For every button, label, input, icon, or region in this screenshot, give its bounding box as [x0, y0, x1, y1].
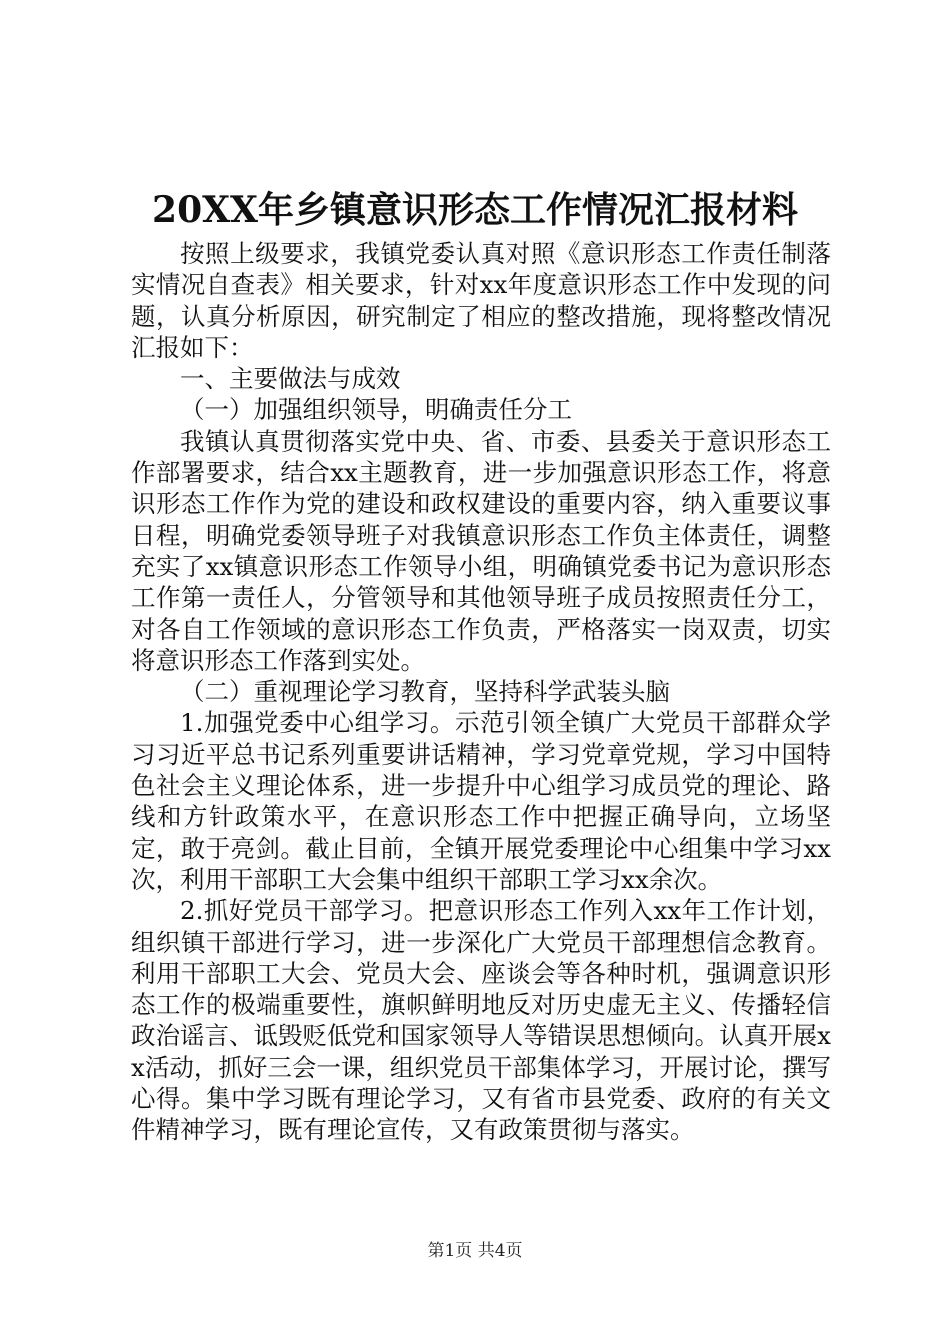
document-title: 20XX年乡镇意识形态工作情况汇报材料 [152, 189, 798, 231]
document-body [131, 238, 831, 1146]
body-paragraph-1: 我镇认真贯彻落实党中央、省、市委、县委关于意识形态工作部署要求，结合xx主题教育，进一步加强意识形态工作，将意识形态工作作为党的建设和政权建设的重要内容，纳入重要议事日程，明确党委领导班子对我镇意识形态工作负主体责任，调整充实了xx镇意识形态工作领导小组，明确镇党委书记为意识形态工作第一责任人，分管领导和其他领导班子成员按照责任分工，对各自工作领域的意识形态工作负责，严格落实一岗双责，切实将意识形态工作落到实处。 [131, 426, 831, 675]
subsection-heading-2: （二）重视理论学习教育，坚持科学武装头脑 [180, 677, 670, 707]
intro-paragraph: 按照上级要求，我镇党委认真对照《意识形态工作责任制落实情况自查表》相关要求，针对xx年度意识形态工作中发现的问题，认真分析原因，研究制定了相应的整改措施，现将整改情况汇报如下： [131, 239, 831, 362]
section-heading-1: 一、主要做法与成效 [180, 364, 401, 394]
body-paragraph-3: 2.抓好党员干部学习。把意识形态工作列入xx年工作计划，组织镇干部进行学习，进一步深化广大党员干部理想信念教育。利用干部职工大会、党员大会、座谈会等各种时机，强调意识形态工作的极端重要性，旗帜鲜明地反对历史虚无主义、传播轻信政治谣言、诋毁贬低党和国家领导人等错误思想倾向。认真开展xx活动，抓好三会一课，组织党员干部集体学习，开展讨论，撰写心得。集中学习既有理论学习，又有省市县党委、政府的有关文件精神学习，既有理论宣传，又有政策贯彻与落实。 [131, 896, 831, 1145]
body-paragraph-2: 1.加强党委中心组学习。示范引领全镇广大党员干部群众学习习近平总书记系列重要讲话精神，学习党章党规，学习中国特色社会主义理论体系，进一步提升中心组学习成员党的理论、路线和方针政策水平，在意识形态工作中把握正确导向，立场坚定，敢于亮剑。截止目前，全镇开展党委理论中心组集中学习xx次，利用干部职工大会集中组织干部职工学习xx余次。 [131, 708, 831, 894]
page-footer: 第1页 共4页 [427, 1241, 523, 1261]
subsection-heading-1: （一）加强组织领导，明确责任分工 [180, 395, 572, 425]
